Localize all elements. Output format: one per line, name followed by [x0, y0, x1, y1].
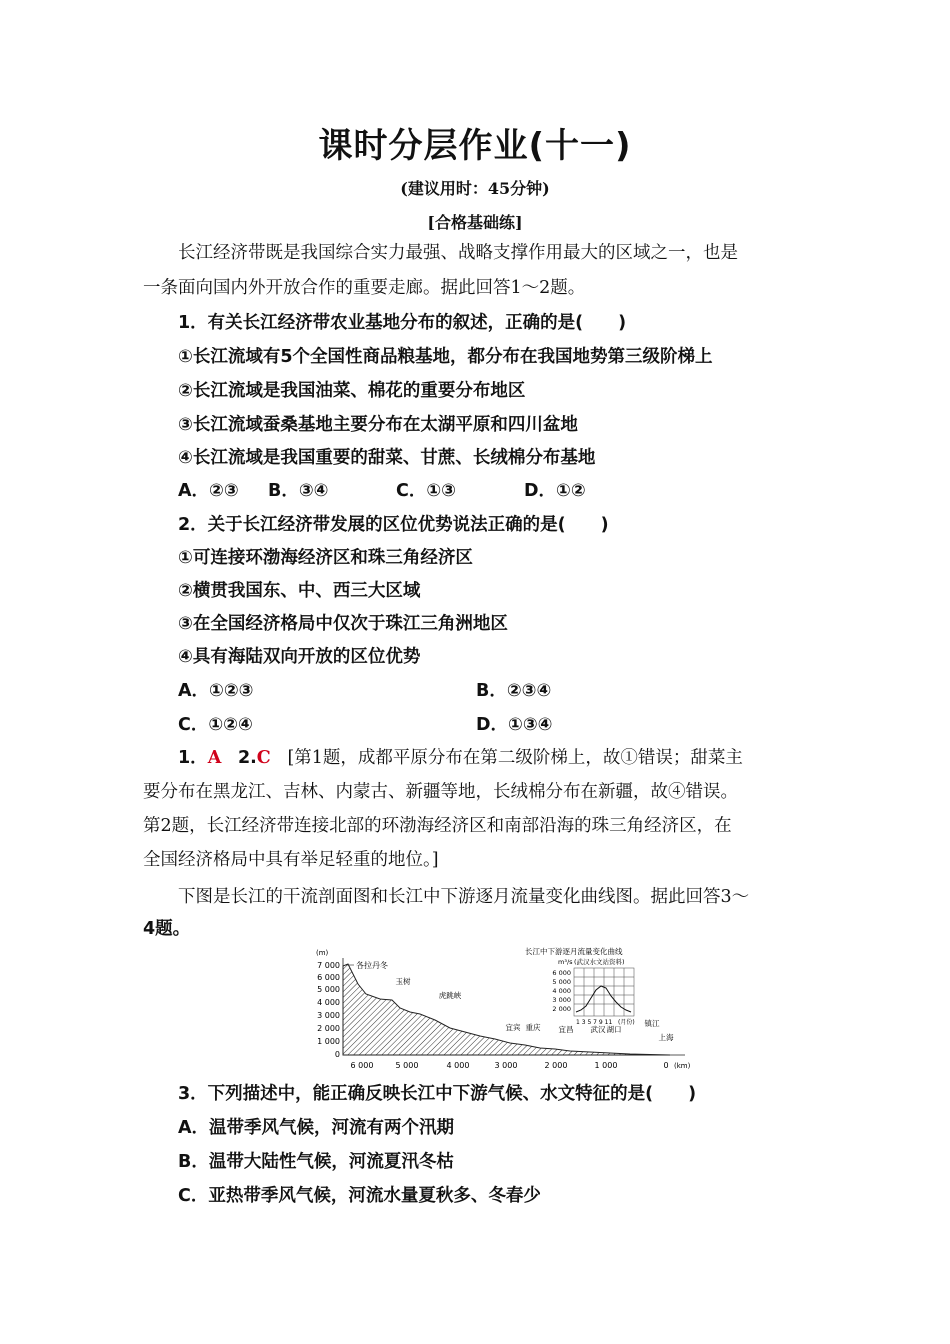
inset-note: (武汉水文站资料) [574, 958, 625, 966]
question-1-item: ④长江流域是我国重要的甜菜、甘蔗、长绒棉分布基地 [178, 448, 596, 468]
question-2-item: ①可连接环渤海经济区和珠三角经济区 [178, 548, 473, 568]
inset-y-tick: 4 000 [552, 987, 571, 995]
question-2-item: ②横贯我国东、中、西三大区域 [178, 581, 421, 601]
question-1-stem: 1．有关长江经济带农业基地分布的叙述，正确的是( ) [178, 313, 627, 333]
place-label: 虎跳峡 [438, 991, 462, 1000]
inset-y-tick: 6 000 [552, 969, 571, 977]
question-3-stem: 3．下列描述中，能正确反映长江中下游气候、水文特征的是( ) [178, 1084, 697, 1104]
y-tick: 5 000 [317, 985, 340, 994]
elevation-profile [343, 964, 670, 1055]
question-1-option-a: A．②③ [178, 481, 239, 501]
y-axis-unit: (m) [316, 949, 329, 957]
question-1-item: ③长江流域蚕桑基地主要分布在太湖平原和四川盆地 [178, 415, 578, 435]
x-tick: 1 000 [594, 1061, 618, 1070]
section-heading: [合格基础练] [427, 213, 523, 232]
x-tick: 3 000 [494, 1061, 518, 1070]
intro-text-3: 下图是长江的干流剖面图和长江中下游逐月流量变化曲线图。据此回答3～ [178, 887, 750, 907]
place-label: 上海 [658, 1033, 674, 1042]
inset-unit: m³/s [558, 958, 573, 966]
x-tick: 2 000 [544, 1061, 568, 1070]
place-label: 湖口 [606, 1025, 622, 1034]
answer-1-letter: A [207, 748, 222, 768]
answer-explanation: 要分布在黑龙江、吉林、内蒙古、新疆等地，长绒棉分布在新疆，故④错误。 [143, 782, 738, 802]
intro-text-1: 长江经济带既是我国综合实力最强、战略支撑作用最大的区域之一，也是 [178, 243, 738, 263]
y-tick: 6 000 [317, 973, 340, 982]
x-tick: 5 000 [395, 1061, 419, 1070]
y-tick: 2 000 [317, 1024, 340, 1033]
question-1-option-b: B．③④ [268, 481, 329, 501]
y-tick: 1 000 [317, 1037, 340, 1046]
x-axis-unit: (km) [674, 1062, 690, 1070]
y-tick: 7 000 [317, 961, 340, 970]
y-tick: 0 [334, 1050, 340, 1059]
answer-1-number: 1． [178, 748, 208, 768]
answer-line-1 [178, 741, 743, 775]
y-tick: 4 000 [317, 998, 340, 1007]
intro-text-2: 一条面向国内外开放合作的重要走廊。据此回答1～2题。 [143, 278, 586, 298]
time-hint: (建议用时：45分钟) [400, 179, 550, 198]
place-label: 重庆 [525, 1023, 541, 1032]
y-tick: 3 000 [317, 1011, 340, 1020]
question-2-stem: 2．关于长江经济带发展的区位优势说法正确的是( ) [178, 515, 609, 535]
question-2-option-b: B．②③④ [476, 681, 552, 701]
place-label: 宜宾 [505, 1023, 521, 1032]
yangtze-profile-figure [300, 944, 690, 1076]
inset-x-unit: (月份) [618, 1019, 635, 1026]
place-label: 玉树 [395, 977, 411, 986]
question-3-option-c: C．亚热带季风气候，河流水量夏秋多、冬春少 [178, 1186, 541, 1206]
question-2-option-c: C．①②④ [178, 715, 253, 735]
question-3-option-a: A．温带季风气候，河流有两个汛期 [178, 1118, 455, 1138]
inset-x-ticks: 1 3 5 7 9 11 [576, 1019, 613, 1026]
x-tick: 0 [663, 1061, 669, 1070]
page-title: 课时分层作业(十一) [318, 126, 632, 166]
question-1-option-c: C．①③ [396, 481, 456, 501]
question-1-item: ①长江流域有5个全国性商品粮基地，都分布在我国地势第三级阶梯上 [178, 347, 713, 367]
question-2-item: ③在全国经济格局中仅次于珠江三角洲地区 [178, 614, 508, 634]
x-tick: 4 000 [446, 1061, 470, 1070]
answer-2-letter: C [256, 748, 271, 768]
answer-explanation: 第2题，长江经济带连接北部的环渤海经济区和南部沿海的珠三角经济区，在 [143, 816, 732, 836]
place-label: 宜昌 [558, 1025, 574, 1034]
x-tick: 6 000 [350, 1061, 374, 1070]
question-1-item: ②长江流域是我国油菜、棉花的重要分布地区 [178, 381, 526, 401]
answer-explanation: [第1题，成都平原分布在第二级阶梯上，故①错误；甜菜主 [287, 748, 743, 768]
question-2-item: ④具有海陆双向开放的区位优势 [178, 647, 421, 667]
intro-text-4: 4题。 [143, 919, 191, 939]
answer-explanation: 全国经济格局中具有举足轻重的地位。] [143, 850, 439, 870]
place-label: 镇江 [644, 1019, 660, 1028]
inset-title: 长江中下游逐月流量变化曲线 [525, 947, 623, 956]
place-label: 武汉 [590, 1025, 606, 1034]
source-label: 各拉丹冬 [356, 961, 388, 970]
question-2-option-d: D．①③④ [476, 715, 553, 735]
question-2-option-a: A．①②③ [178, 681, 254, 701]
answer-2-number: 2. [237, 748, 257, 768]
question-1-option-d: D．①② [524, 481, 586, 501]
inset-y-tick: 5 000 [552, 978, 571, 986]
inset-y-tick: 2 000 [552, 1005, 571, 1013]
question-3-option-b: B．温带大陆性气候，河流夏汛冬枯 [178, 1152, 454, 1172]
inset-y-tick: 3 000 [552, 996, 571, 1004]
